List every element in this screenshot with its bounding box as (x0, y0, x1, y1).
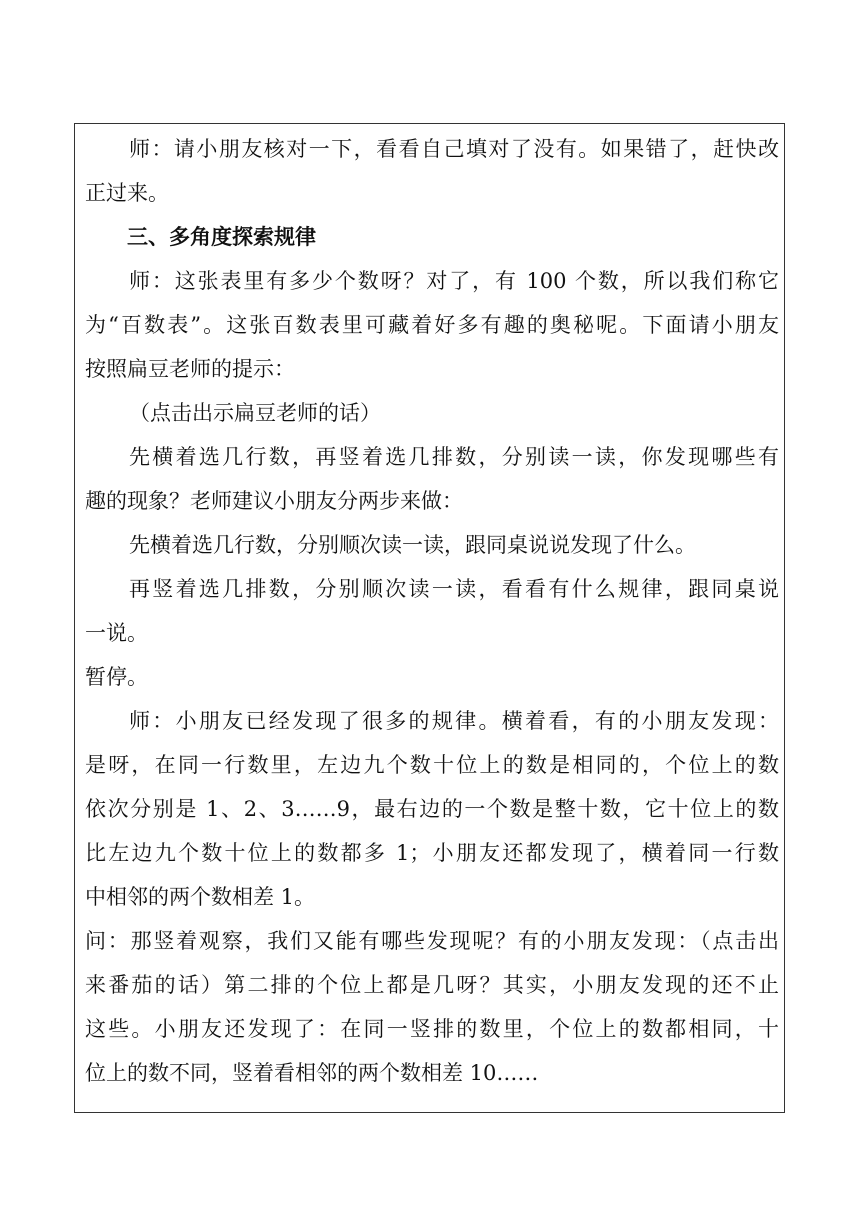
section-heading: 三、多角度探索规律 (127, 225, 316, 249)
paragraph-line: 按照扁豆老师的提示： (85, 357, 295, 381)
paragraph-line: 这些。小朋友还发现了：在同一竖排的数里，个位上的数都相同，十 (85, 1017, 779, 1041)
paragraph-line: 暂停。 (85, 665, 148, 689)
paragraph-line: 先横着选几行数，再竖着选几排数，分别读一读，你发现哪些有 (129, 445, 779, 469)
paragraph-line: 先横着选几行数，分别顺次读一读，跟同桌说说发现了什么。 (129, 533, 696, 557)
paragraph-line: 问：那竖着观察，我们又能有哪些发现呢？有的小朋友发现：（点击出 (85, 929, 779, 953)
paragraph-line: 中相邻的两个数相差 1。 (85, 885, 316, 909)
paragraph-line: 趣的现象？老师建议小朋友分两步来做： (85, 489, 463, 513)
paragraph-line: 位上的数不同，竖着看相邻的两个数相差 10…… (85, 1061, 539, 1085)
paragraph-line: 依次分别是 1、2、3……9，最右边的一个数是整十数，它十位上的数 (85, 797, 779, 821)
paragraph-line: （点击出示扁豆老师的话） (129, 401, 381, 425)
paragraph-line: 一说。 (85, 621, 148, 645)
paragraph-line: 是呀，在同一行数里，左边九个数十位上的数是相同的，个位上的数 (85, 753, 779, 777)
paragraph-line: 比左边九个数十位上的数都多 1；小朋友还都发现了，横着同一行数 (85, 841, 779, 865)
paragraph-line: 正过来。 (85, 181, 169, 205)
paragraph-line: 师：请小朋友核对一下，看看自己填对了没有。如果错了，赶快改 (129, 137, 779, 161)
lesson-text (85, 124, 779, 1095)
paragraph-line: 师：小朋友已经发现了很多的规律。横着看，有的小朋友发现： (129, 709, 779, 733)
paragraph-line: 再竖着选几排数，分别顺次读一读，看看有什么规律，跟同桌说 (129, 577, 779, 601)
lesson-table-cell (74, 123, 785, 1113)
paragraph-line: 为“百数表”。这张百数表里可藏着好多有趣的奥秘呢。下面请小朋友 (85, 313, 779, 337)
paragraph-line: 师：这张表里有多少个数呀？对了，有 100 个数，所以我们称它 (129, 269, 779, 293)
paragraph-line: 来番茄的话）第二排的个位上都是几呀？其实，小朋友发现的还不止 (85, 973, 779, 997)
